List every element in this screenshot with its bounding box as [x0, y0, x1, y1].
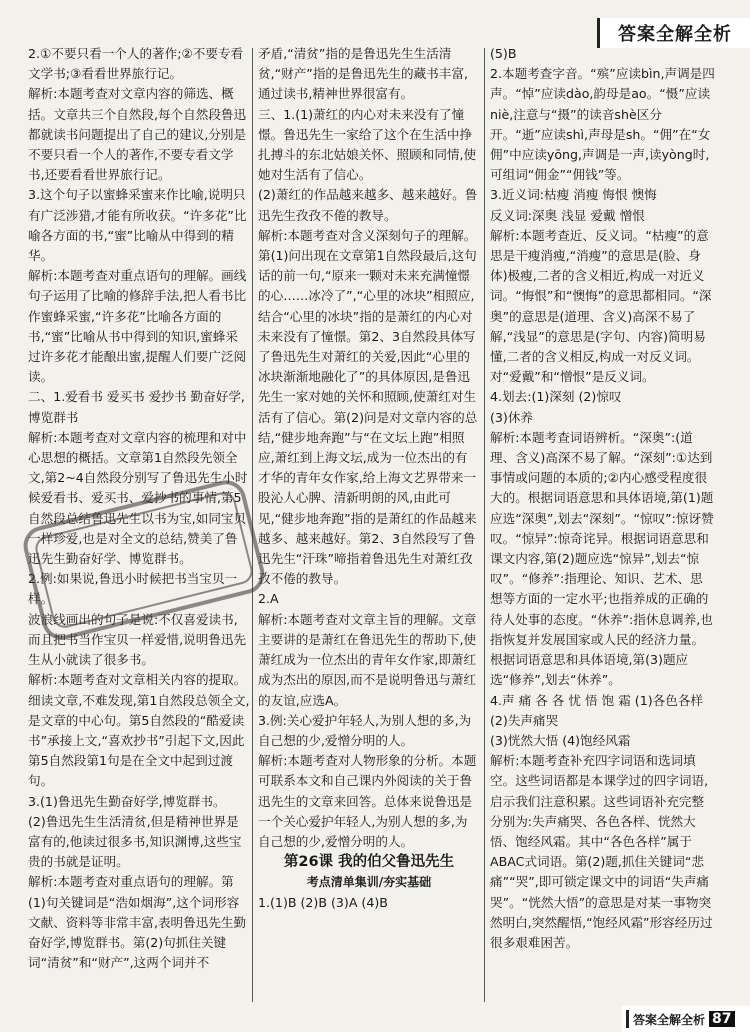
lesson-subtitle: 考点清单集训/夯实基础: [306, 875, 432, 890]
page-number: 87: [709, 1011, 734, 1027]
answer-paragraph: 2.例:如果说,鲁迅小时候把书当宝贝一样。: [28, 571, 238, 607]
answer-paragraph: (5)B: [490, 46, 517, 61]
answer-paragraph: 2.①不要只看一个人的著作;②不要专看文学书;③看看世界旅行记。: [28, 46, 244, 82]
answer-paragraph: 3.近义词:枯瘦 消瘦 悔恨 懊悔: [490, 187, 657, 203]
answer-paragraph: 解析:本题考查对文章内容的筛选、概括。文章共三个自然段,每个自然段鲁迅都就读书问题提出了自己的建议,分别是不要只看一个人的著作,不要专看文学书,还要看看世界旅行记。: [28, 86, 247, 183]
column-left: [28, 44, 250, 973]
answer-paragraph: 4.声 痛 各 各 忧 悟 饱 霜 (1)各色各样 (2)失声痛哭: [490, 692, 704, 728]
answer-paragraph: 3.这个句子以蜜蜂采蜜来作比喻,说明只有广泛涉猎,才能有所收获。“许多花”比喻各方面的书,“蜜”比喻从中得到的精华。: [28, 187, 247, 264]
answer-paragraph: (2)鲁迅先生生活清贫,但是精神世界是富有的,他读过很多书,知识渊博,这些宝贵的书就是证明。: [28, 813, 242, 870]
answer-paragraph: 解析:本题考查词语辨析。“深奥”:(道理、含义)高深不易了解。“深刻”:①达到事情或问题的本质的;②内心感受程度很大的。根据词语意思和具体语境,第(1)题应选“深奥”,划去“深刻”。“惊叹”:惊讶赞叹。“惊异”:惊奇诧异。根据词语意思和课文内容,第(2)题应选“惊异”,划去“惊叹”。“修养”:指理论、知识、艺术、思想等方面的一定水平;也指养成的正确的待人处事的态度。“休养”:指休息调养,也指恢复并发展国家或人民的经济力量。根据词语意思和具体语境,第(3)题应选“修养”,划去“休养”。: [490, 429, 714, 688]
column-divider: [484, 48, 485, 1002]
answer-paragraph: 2.A: [258, 591, 279, 607]
answer-paragraph: 解析:本题考查对文章主旨的理解。文章主要讲的是萧红在鲁迅先生的帮助下,使萧红成为一位杰出的青年女作家,即萧红成为杰出的原因,而不是说明鲁迅与萧红的友谊,应选A。: [258, 611, 477, 708]
answer-paragraph: 3.例:关心爱护年轻人,为别人想的多,为自己想的少,爱憎分明的人。: [258, 712, 472, 748]
answer-paragraph: 二、1.爱看书 爱买书 爱抄书 勤奋好学,博览群书: [28, 389, 245, 425]
answer-paragraph: (3)恍然大悟 (4)饱经风霜: [490, 732, 631, 748]
answer-paragraph: (3)休养: [490, 409, 534, 425]
answer-paragraph: 三、1.(1)萧红的内心对未来没有了憧憬。鲁迅先生一家给了这个在生活中挣扎搏斗的东北姑娘关怀、照顾和同情,使她对生活有了信心。: [258, 106, 477, 183]
answer-paragraph: 反义词:深奥 浅显 爱戴 憎恨: [490, 207, 645, 223]
footer-bar: [626, 1010, 629, 1028]
section-tab-title: 答案全解全析: [618, 24, 732, 45]
answer-paragraph: 4.划去:(1)深刻 (2)惊叹: [490, 389, 622, 405]
answer-paragraph: 解析:本题考查对重点语句的理解。第(1)句关键词是“浩如烟海”,这个词形容文献、资料等非常丰富,表明鲁迅先生勤奋好学,博览群书。第(2)句抓住关键词“清贫”和“财产”,这两个词并不: [28, 874, 247, 971]
page-footer: [622, 1006, 750, 1032]
answer-paragraph: 1.(1)B (2)B (3)A (4)B: [258, 894, 388, 910]
answer-paragraph: (2)萧红的作品越来越多、越来越好。鲁迅先生孜孜不倦的教导。: [258, 187, 478, 223]
lesson-title: 第26课 我的伯父鲁迅先生: [283, 854, 455, 871]
column-right: [490, 44, 715, 953]
answer-paragraph: 解析:本题考查对人物形象的分析。本题可联系本文和自己课内外阅读的关于鲁迅先生的文章来回答。总体来说鲁迅是一个关心爱护年轻人,为别人想的多,为自己想的少,爱憎分明的人。: [258, 753, 477, 849]
answer-paragraph: 解析:本题考查对重点语句的理解。画线句子运用了比喻的修辞手法,把人看书比作蜜蜂采蜜,“许多花”比喻各方面的书,“蜜”比喻从书中得到的知识,蜜蜂采过许多花才能酿出蜜,提醒人们要广泛阅读。: [28, 268, 247, 385]
answer-paragraph: 解析:本题考查对含义深刻句子的理解。第(1)问出现在文章第1自然段最后,这句话的前一句,“原来一颗对未来充满憧憬的心……冰冷了”,“心里的冰块”相照应,结合“心里的冰块”指的是萧红的内心对未来没有了憧憬。第2、3自然段具体写了鲁迅先生对萧红的关爱,因此“心里的冰块渐渐地融化了”的具体原因,是鲁迅先生一家对她的关怀和照顾,使萧红对生活有了信心。第(2)问是对文章内容的总结,“健步地奔跑”与“在文坛上跑”相照应,萧红到上海文坛,成为一位杰出的有才华的青年女作家,给上海文艺界带来一股沁人心脾、清新明朗的风,由此可见,“健步地奔跑”指的是萧红的作品越来越多、越来越好。第2、3自然段写了鲁迅先生“汗珠”啼指着鲁迅先生对萧红孜孜不倦的教导。: [258, 227, 478, 587]
column-divider: [252, 48, 253, 1002]
answer-paragraph: 解析:本题考查对文章内容的梳理和对中心思想的概括。文章第1自然段先领全文,第2~4自然段分别写了鲁迅先生小时候爱看书、爱买书、爱抄书的事情,第5自然段总结鲁迅先生以书为宝,如同宝贝一样珍爱,也是对全文的总结,赞美了鲁迅先生勤奋好学、博览群书。: [28, 429, 248, 567]
answer-paragraph: 3.(1)鲁迅先生勤奋好学,博览群书。: [28, 793, 226, 809]
answer-paragraph: 解析:本题考查对文章相关内容的提取。细读文章,不难发现,第1自然段总领全文,是文章的中心句。第5自然段的“酷爱读书”承接上文,“喜欢抄书”引起下文,因此第5自然段第1句是在全文中起到过渡句。: [28, 672, 250, 789]
answer-paragraph: 解析:本题考查近、反义词。“枯瘦”的意思是干瘦消瘦,“消瘦”的意思是(脸、身体)极瘦,二者的含义相近,构成一对近义词。“悔恨”和“懊悔”的意思都相同。“深奥”的意思是(道理、含义)高深不易了解,“浅显”的意思是(字句、内容)简明易懂,二者的含义相反,构成一对反义词。对“爱戴”和“憎恨”是反义词。: [490, 227, 712, 385]
footer-label: 答案全解全析: [633, 1012, 706, 1027]
answer-paragraph: 波浪线画出的句子是说:不仅喜爱读书,而且把书当作宝贝一样爱惜,说明鲁迅先生从小就读了很多书。: [28, 611, 247, 668]
column-middle: [258, 44, 480, 913]
answer-paragraph: 矛盾,“清贫”指的是鲁迅先生生活清贫,“财产”指的是鲁迅先生的藏书丰富,通过读书,精神世界很富有。: [258, 46, 468, 102]
answer-paragraph: 解析:本题考查补充四字词语和选词填空。这些词语都是本课学过的四字词语,启示我们注意积累。这些词语补充完整分别为:失声痛哭、各色各样、恍然大悟、饱经风霜。其中“各色各样”属于ABAC式词语。第(2)题,抓住关键词“悲痛”“哭”,即可锁定课文中的词语“失声痛哭”。“恍然大悟”的意思是对某一事物突然明白,突然醒悟,“饱经风霜”形容经历过很多艰难困苦。: [490, 753, 713, 950]
answer-paragraph: 2.本题考查字音。“殡”应读bìn,声调是四声。“悼”应读dào,韵母是ao。“慑”应读niè,注意与“摄”的读音shè区分开。“逝”应读shì,声母是sh。“佣”在“女佣”中应读yōng,声调是一声,读yòng时,可组词“佣金”“佣钱”等。: [490, 66, 715, 183]
